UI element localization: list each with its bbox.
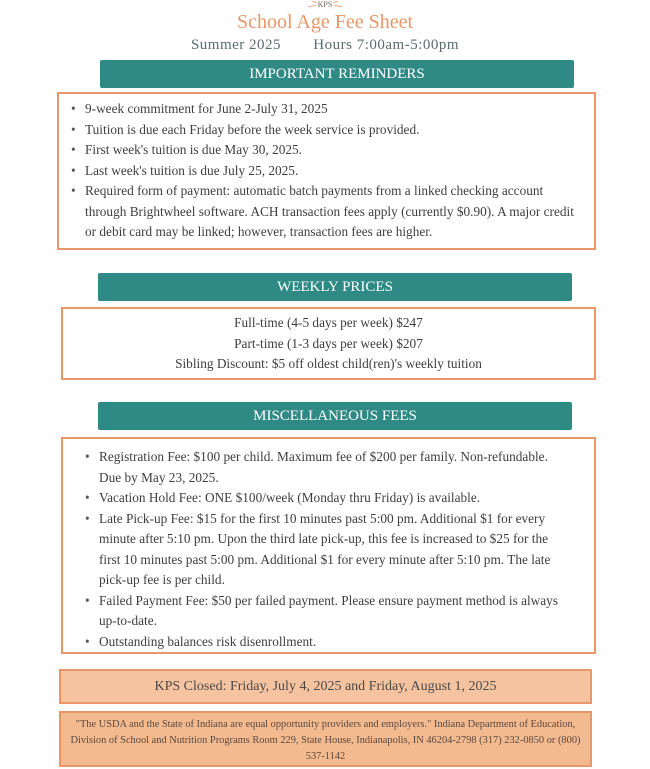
reminders-heading: IMPORTANT REMINDERS — [100, 60, 574, 88]
page-title: School Age Fee Sheet — [236, 11, 414, 33]
reminders-list — [67, 99, 586, 243]
misc-heading: MISCELLANEOUS FEES — [98, 402, 572, 430]
subtitle — [0, 37, 650, 54]
list-item: • Outstanding balances risk disenrollment. — [81, 632, 570, 653]
season-label: Summer 2025 — [190, 37, 282, 53]
reminders-box — [57, 92, 596, 250]
closed-notice: KPS Closed: Friday, July 4, 2025 and Friday, August 1, 2025 — [59, 669, 592, 704]
list-item: • Last week's tuition is due July 25, 2025. — [67, 161, 586, 182]
misc-box — [61, 437, 596, 654]
prices-box — [61, 307, 596, 380]
hours-label: Hours 7:00am-5:00pm — [313, 37, 460, 53]
list-item: • Failed Payment Fee: $50 per failed payment. Please ensure payment method is always up-to-date. — [81, 591, 570, 632]
price-line-sibling: Sibling Discount: $5 off oldest child(ren)'s weekly tuition — [175, 356, 482, 371]
list-item: • First week's tuition is due May 30, 2025. — [67, 140, 586, 161]
list-item: • Late Pick-up Fee: $15 for the first 10 minutes past 5:00 pm. Additional $1 for every minute after 5:10 pm. Upon the third late pick-up, this fee is increased to $25 for the first 10 minutes past 5:00 pm. Additional $1 for every minute after 5:10 pm. The late pick-up fee is per child. — [81, 509, 570, 591]
list-item: • Required form of payment: automatic batch payments from a linked checking account through Brightwheel software. ACH transaction fees apply (currently $0.90). A major credit or debit card may be linked; however, transaction fees are higher. — [67, 181, 586, 243]
usda-statement: "The USDA and the State of Indiana are equal opportunity providers and employers." Indiana Department of Education, Division of School and Nutrition Programs Room 229, State House, Indianapolis, IN 46204-2798 (317) 232-0850 or (800) 537-1142 — [59, 711, 592, 767]
list-item: • Registration Fee: $100 per child. Maximum fee of $200 per family. Non-refundable. Due by May 23, 2025. — [81, 447, 570, 488]
logo-text: KPS — [317, 0, 333, 9]
list-item: • Vacation Hold Fee: ONE $100/week (Monday thru Friday) is available. — [81, 488, 570, 509]
list-item: • 9-week commitment for June 2-July 31, 2025 — [67, 99, 586, 120]
list-item: • Tuition is due each Friday before the week service is provided. — [67, 120, 586, 141]
prices-heading: WEEKLY PRICES — [98, 273, 572, 301]
price-line-fulltime: Full-time (4-5 days per week) $247 — [234, 315, 423, 330]
misc-list — [81, 447, 570, 652]
price-line-parttime: Part-time (1-3 days per week) $207 — [234, 335, 423, 351]
